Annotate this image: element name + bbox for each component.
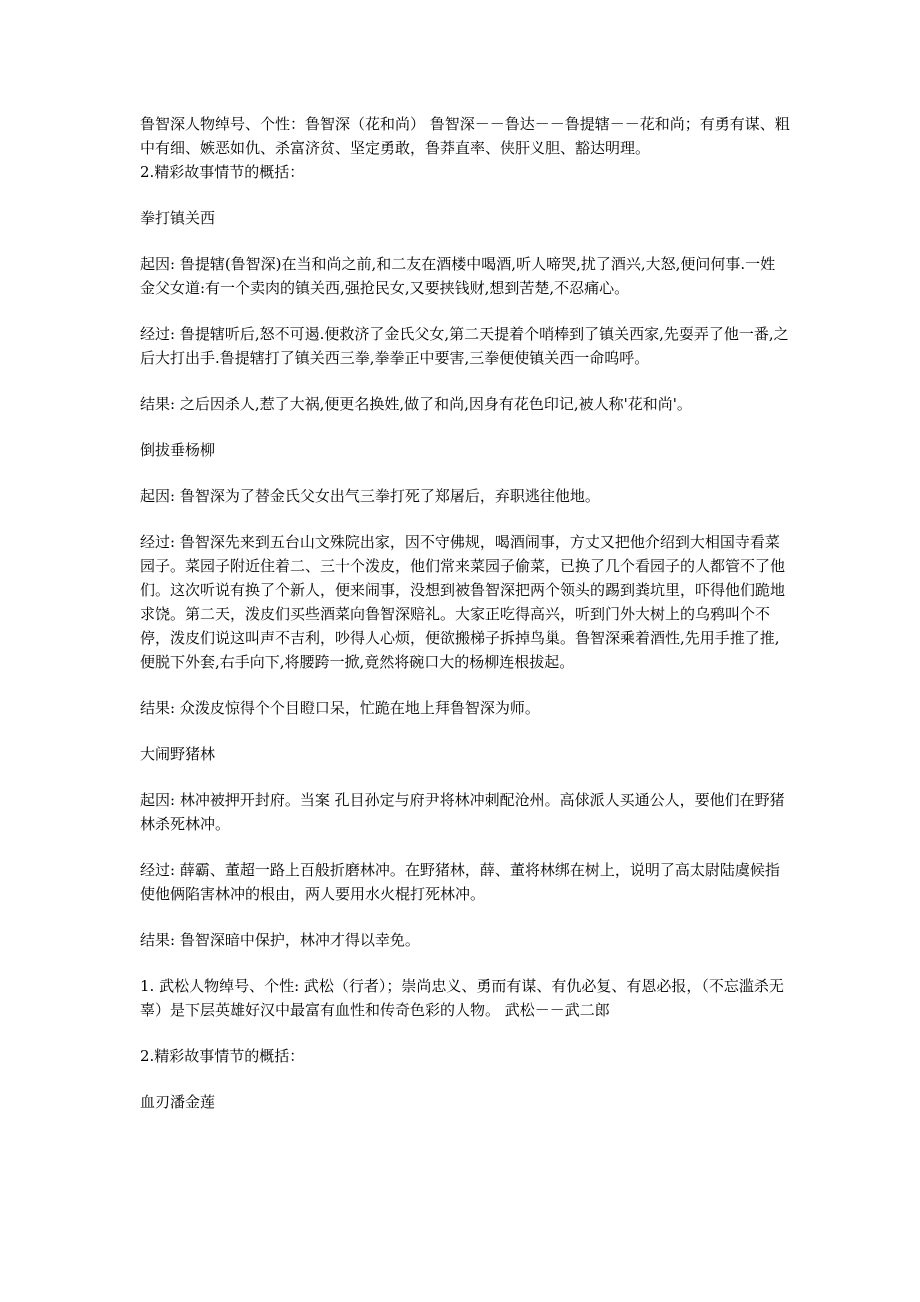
section-heading-plot-summary: 2.精彩故事情节的概括： [140, 163, 305, 181]
paragraph-result: 结果: 众泼皮惊得个个目瞪口呆，忙跪在地上拜鲁智深为师。 [140, 699, 540, 717]
section-heading-plot-summary: 2.精彩故事情节的概括： [140, 1047, 305, 1065]
paragraph-result: 结果: 之后因杀人,惹了大祸,便更名换姓,做了和尚,因身有花色印记,被人称'花和尚'。 [140, 395, 692, 413]
paragraph-process: 经过: 薛霸、董超一路上百般折磨林冲。在野猪林，薛、董将林绑在树上，说明了高太尉陆虞候指使他俩陷害林冲的根由，两人要用水火棍打死林冲。 [140, 861, 780, 903]
paragraph-process: 经过: 鲁智深先来到五台山文殊院出家，因不守佛规，喝酒闹事，方丈又把他介绍到大相国寺看菜园子。菜园子附近住着二、三十个泼皮，他们常来菜园子偷菜，已换了几个看园子的人都管不了他们。这次听说有换了个新人，便来闹事，没想到被鲁智深把两个领头的踢到粪坑里，吓得他们跪地求饶。第二天，泼皮们买些酒菜向鲁智深赔礼。大家正吃得高兴，听到门外大树上的乌鸦叫个不停，泼皮们说这叫声不吉利，吵得人心烦，便欲搬梯子拆掉鸟巢。鲁智深乘着酒性,先用手推了推,便脱下外套,右手向下,将腰跨一掀,竟然将碗口大的杨柳连根拔起。 [140, 533, 786, 671]
paragraph-cause: 起因: 林冲被押开封府。当案 孔目孙定与府尹将林冲刺配沧州。高俅派人买通公人，要他们在野猪林杀死林冲。 [140, 791, 785, 833]
story-title-xue-ren: 血刃潘金莲 [140, 1093, 216, 1111]
paragraph-wu-song-profile: 1. 武松人物绰号、个性: 武松（行者）；崇尚忠义、勇而有谋、有仇必复、有恩必报，（不忘滥杀无辜）是下层英雄好汉中最富有血性和传奇色彩的人物。 武松－－武二郎 [140, 977, 784, 1019]
story-title-dao-ba: 倒拔垂杨柳 [140, 441, 216, 459]
story-title-da-nao: 大闹野猪林 [140, 745, 216, 763]
paragraph-cause: 起因: 鲁提辖(鲁智深)在当和尚之前,和二友在酒楼中喝酒,听人啼哭,扰了酒兴,大怒,便问何事.一姓金父女道:有一个卖肉的镇关西,强抢民女,又要挟钱财,想到苦楚,不忍痛心。 [140, 255, 776, 297]
paragraph-process: 经过: 鲁提辖听后,怒不可遏.便救济了金氏父女,第二天提着个哨棒到了镇关西家,先耍弄了他一番,之后大打出手.鲁提辖打了镇关西三拳,拳拳正中要害,三拳便使镇关西一命呜呼。 [140, 325, 789, 367]
paragraph-result: 结果: 鲁智深暗中保护，林冲才得以幸免。 [140, 931, 420, 949]
document-body [140, 112, 790, 1114]
paragraph-lu-zhishen-profile: 鲁智深人物绰号、个性：鲁智深（花和尚） 鲁智深－－鲁达－－鲁提辖－－花和尚；有勇有谋、粗中有细、嫉恶如仇、杀富济贫、坚定勇敢，鲁莽直率、侠肝义胆、豁达明理。 [140, 115, 790, 157]
story-title-quan-da: 拳打镇关西 [140, 209, 216, 227]
paragraph-cause: 起因: 鲁智深为了替金氏父女出气三拳打死了郑屠后，弃职逃往他地。 [140, 487, 600, 505]
